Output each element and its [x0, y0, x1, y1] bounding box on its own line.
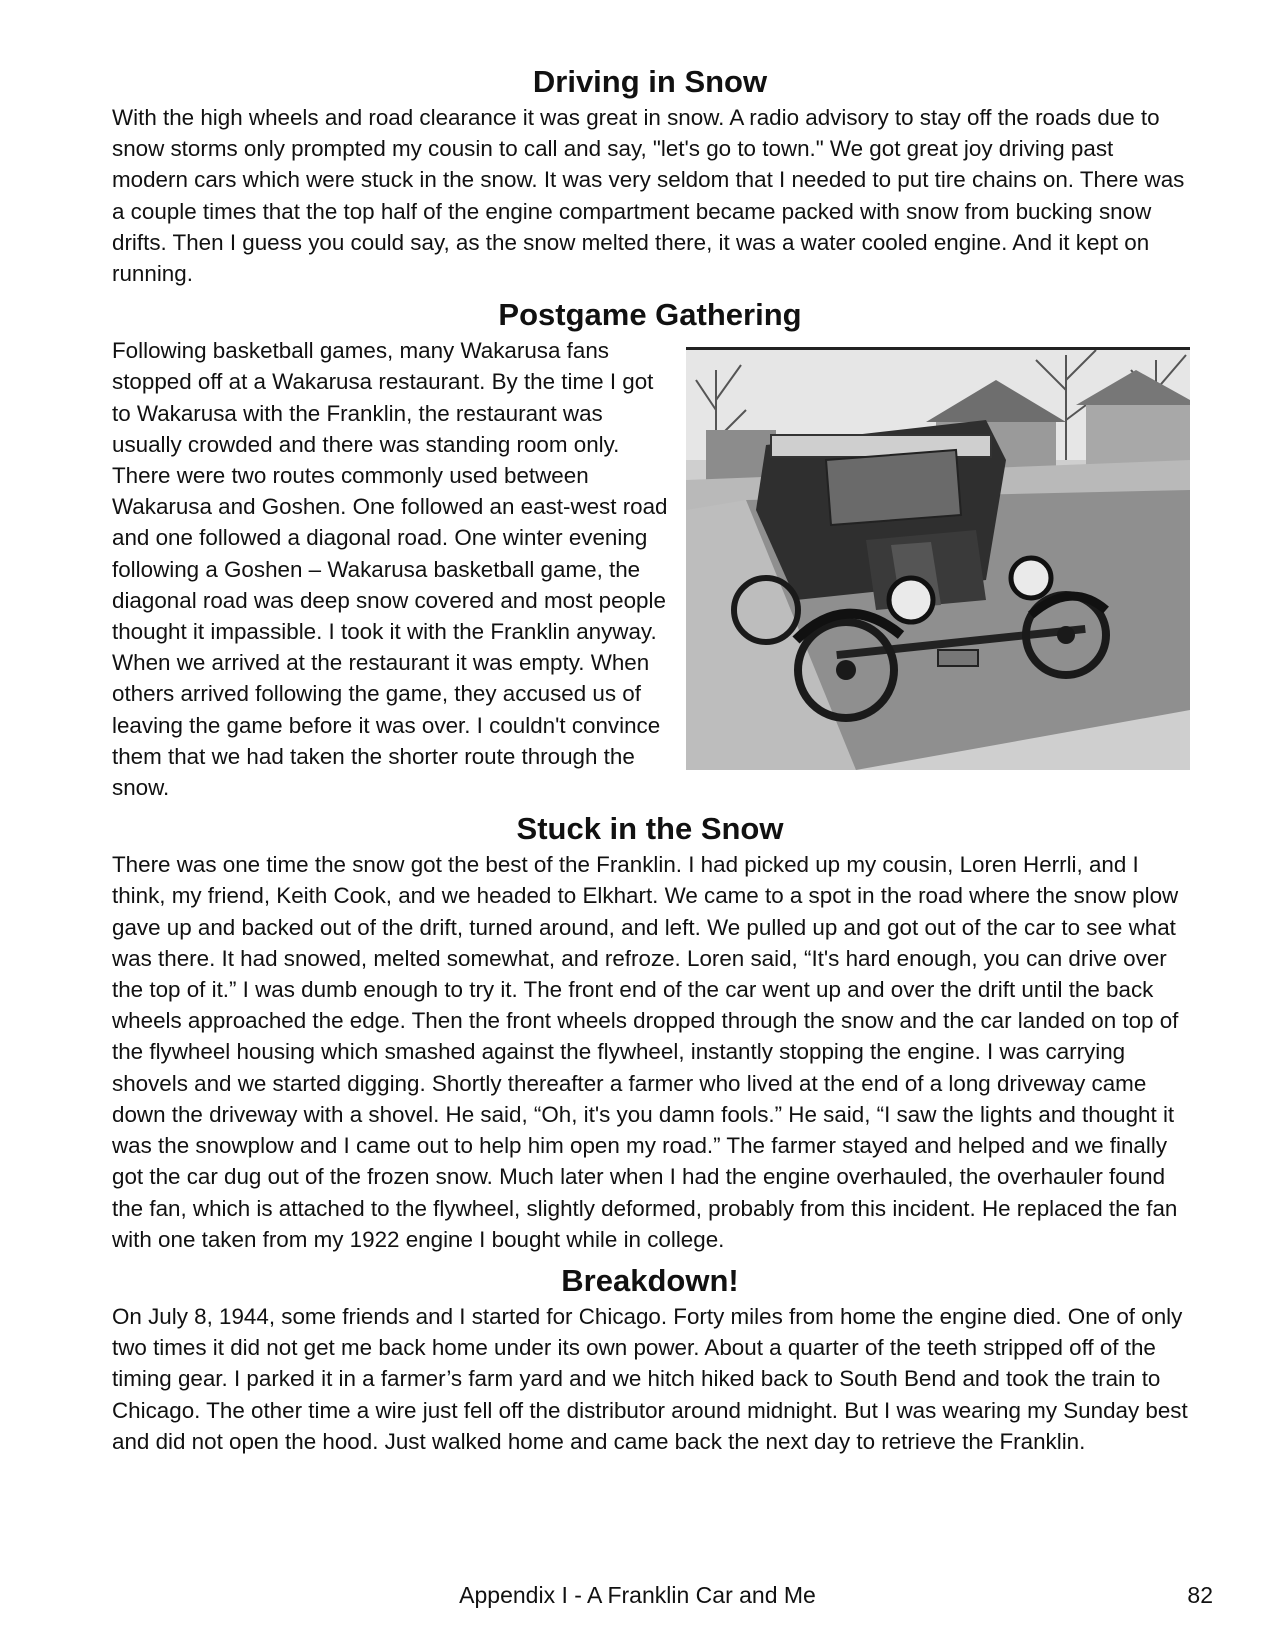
heading-breakdown: Breakdown!	[561, 1262, 739, 1298]
page-content	[112, 62, 1188, 1463]
page-number: 82	[1187, 1582, 1213, 1608]
paragraph-driving-in-snow: With the high wheels and road clearance it was great in snow. A radio advisory to stay off the roads due to snow storms only prompted my cousin to call and say, "let's go to town." We got great joy driving past modern cars which were stuck in the snow. It was very seldom that I needed to put tire chains on. There was a couple times that the top half of the engine compartment became packed with snow from bucking snow drifts. Then I guess you could say, as the snow melted there, it was a water cooled engine. And it kept on running.	[112, 105, 1185, 287]
paragraph-stuck-in-the-snow: There was one time the snow got the best of the Franklin. I had picked up my cousin, Loren Herrli, and I think, my friend, Keith Cook, and we headed to Elkhart. We came to a spot in the road where the snow plow gave up and backed out of the drift, turned around, and left. We pulled up and got out of the car to see what was there. It had snowed, melted somewhat, and refroze. Loren said, “It's hard enough, you can drive over the top of it.” I was dumb enough to try it. The front end of the car went up and over the drift until the back wheels approached the edge. Then the front wheels dropped through the snow and the car landed on top of the flywheel housing which smashed against the flywheel, instantly stopping the engine. I was carrying shovels and we started digging. Shortly thereafter a farmer who lived at the end of a long driveway came down the driveway with a shovel. He said, “Oh, it's you damn fools.” He said, “I saw the lights and thought it was the snowplow and I came out to help him open my road.” The farmer stayed and helped and we finally got the car dug out of the frozen snow. Much later when I had the engine overhauled, the overhauler found the fan, which is attached to the flywheel, slightly deformed, probably from this incident. He replaced the fan with one taken from my 1922 engine I bought while in college.	[112, 852, 1179, 1252]
footer-title: Appendix I - A Franklin Car and Me	[459, 1582, 816, 1608]
car-photo-image	[686, 350, 1190, 770]
heading-postgame-gathering: Postgame Gathering	[498, 297, 802, 333]
postgame-section	[112, 335, 1188, 803]
heading-stuck-in-the-snow: Stuck in the Snow	[516, 811, 784, 847]
paragraph-breakdown: On July 8, 1944, some friends and I started for Chicago. Forty miles from home the engine died. One of only two times it did not get me back home under its own power. About a quarter of the teeth stripped off of the timing gear. I parked it in a farmer’s farm yard and we hitch hiked back to South Bend and took the train to Chicago. The other time a wire just fell off the distributor around midnight. But I was wearing my Sunday best and did not open the hood. Just walked home and came back the next day to retrieve the Franklin.	[112, 1303, 1188, 1454]
franklin-car-photo	[686, 347, 1190, 770]
page-footer	[0, 1582, 1275, 1612]
paragraph-postgame-gathering: Following basketball games, many Wakarusa fans stopped off at a Wakarusa restaurant. By the time I got to Wakarusa with the Franklin, the restaurant was usually crowded and there was standing room only. There were two routes commonly used between Wakarusa and Goshen. One followed an east-west road and one followed a diagonal road. One winter evening following a Goshen – Wakarusa basketball game, the diagonal road was deep snow covered and most people thought it impassible. I took it with the Franklin anyway. When we arrived at the restaurant it was empty. When others arrived following the game, they accused us of leaving the game before it was over. I couldn't convince them that we had taken the shorter route through the snow.	[112, 338, 668, 801]
heading-driving-in-snow: Driving in Snow	[532, 64, 768, 99]
